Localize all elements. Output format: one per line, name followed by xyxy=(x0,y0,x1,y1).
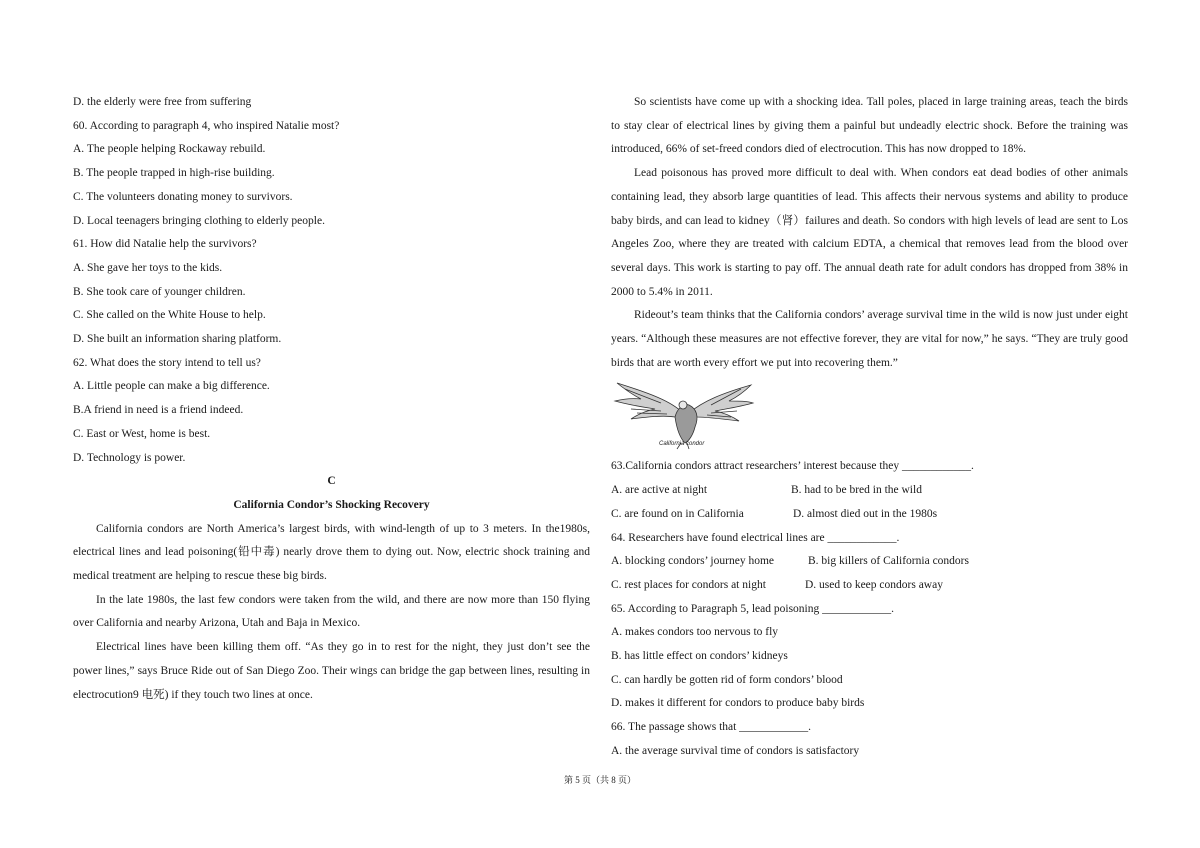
option-62a: A. Little people can make a big difference. xyxy=(73,380,270,393)
article-paragraph-3: Electrical lines have been killing them off. “As they go in to rest for the night, they just don’t see the power lines,” says Bruce Ride out of San Diego Zoo. Their wings can bridge the gap between lines, resulting in electrocution9 电死) if they touch two lines at once. xyxy=(73,641,590,701)
option-63b: B. had to be bred in the wild xyxy=(791,484,922,497)
question-64: 64. Researchers have found electrical lines are ____________. xyxy=(611,531,900,544)
question-66: 66. The passage shows that ____________. xyxy=(611,721,812,734)
image-caption: California condor xyxy=(659,441,705,448)
question-65: 65. According to Paragraph 5, lead poisoning ____________. xyxy=(611,602,894,615)
article-paragraph-5: Lead poisonous has proved more difficult to deal with. When condors eat dead bodies of other animals containing lead, they absorb large quantities of lead. This affects their nervous systems and ability to produce baby birds, and can lead to kidney（肾）failures and death. So condors with high levels of lead are sent to Los Angeles Zoo, where they are treated with calcium EDTA, a chemical that removes lead from the blood over several days. This work is starting to pay off. The annual death rate for adult condors has dropped from 38% in 2000 to 5.4% in 2011. xyxy=(611,167,1128,298)
option-63c: C. are found on in California xyxy=(611,507,744,520)
option-64c: C. rest places for condors at night xyxy=(611,578,766,591)
option-65a: A. makes condors too nervous to fly xyxy=(611,626,779,639)
options-63-row1 xyxy=(611,479,1128,503)
option-59d: D. the elderly were free from suffering xyxy=(73,96,252,108)
options-64-row1 xyxy=(611,550,1128,574)
article-paragraph-1: California condors are North America’s largest birds, with wind-length of up to 3 meters. In the1980s, electrical lines and lead poisoning(铅中毒) nearly drove them to dying out. Now, electric shock training and medical treatment are helping to rescue these big birds. xyxy=(73,522,590,583)
article-paragraph-2: In the late 1980s, the last few condors were taken from the wild, and there are now more than 150 flying over California and nearby Arizona, Utah and Baja in Mexico. xyxy=(73,593,590,630)
option-63a: A. are active at night xyxy=(611,484,708,497)
options-63-row2 xyxy=(611,503,1128,527)
option-60b: B. The people trapped in high-rise building. xyxy=(73,167,275,180)
option-65d: D. makes it different for condors to produce baby birds xyxy=(611,697,865,710)
option-66a: A. the average survival time of condors is satisfactory xyxy=(611,744,860,757)
option-63d: D. almost died out in the 1980s xyxy=(793,507,938,520)
option-64a: A. blocking condors’ journey home xyxy=(611,555,774,568)
option-60d: D. Local teenagers bringing clothing to elderly people. xyxy=(73,214,325,227)
condor-figure xyxy=(611,379,1128,455)
options-64-row2 xyxy=(611,574,1128,598)
option-64b: B. big killers of California condors xyxy=(808,555,969,568)
question-61: 61. How did Natalie help the survivors? xyxy=(73,238,257,251)
option-65b: B. has little effect on condors’ kidneys xyxy=(611,650,788,663)
right-column xyxy=(611,91,1128,764)
option-61d: D. She built an information sharing platform. xyxy=(73,333,282,346)
question-63: 63.California condors attract researchers’ interest because they ____________. xyxy=(611,460,974,473)
article-paragraph-6: Rideout’s team thinks that the California condors’ average survival time in the wild is now just under eight years. “Although these measures are not effective forever, they are vital for now,” he says. “They are truly good birds that are worth every effort we put into recovering them.” xyxy=(611,309,1128,369)
option-62b: B.A friend in need is a friend indeed. xyxy=(73,404,244,417)
option-61a: A. She gave her toys to the kids. xyxy=(73,261,223,274)
option-65c: C. can hardly be gotten rid of form condors’ blood xyxy=(611,673,843,686)
option-64d: D. used to keep condors away xyxy=(805,578,943,591)
option-62c: C. East or West, home is best. xyxy=(73,427,211,440)
left-column xyxy=(73,91,590,707)
section-label: C xyxy=(327,475,336,488)
article-title: California Condor’s Shocking Recovery xyxy=(233,498,430,511)
option-61b: B. She took care of younger children. xyxy=(73,285,246,298)
option-60a: A. The people helping Rockaway rebuild. xyxy=(73,143,266,156)
question-60: 60. According to paragraph 4, who inspired Natalie most? xyxy=(73,119,340,132)
option-62d: D. Technology is power. xyxy=(73,451,186,464)
page-number: 第 5 页（共 8 页） xyxy=(563,775,636,785)
article-paragraph-4: So scientists have come up with a shocking idea. Tall poles, placed in large training areas, teach the birds to stay clear of electrical lines by giving them a painful but undeadly electric shock. Before the training was introduced, 66% of set-freed condors died of electrocution. This has now dropped to 18%. xyxy=(611,96,1128,156)
question-62: 62. What does the story intend to tell us? xyxy=(73,356,261,369)
option-61c: C. She called on the White House to help. xyxy=(73,309,266,322)
option-60c: C. The volunteers donating money to survivors. xyxy=(73,190,293,203)
